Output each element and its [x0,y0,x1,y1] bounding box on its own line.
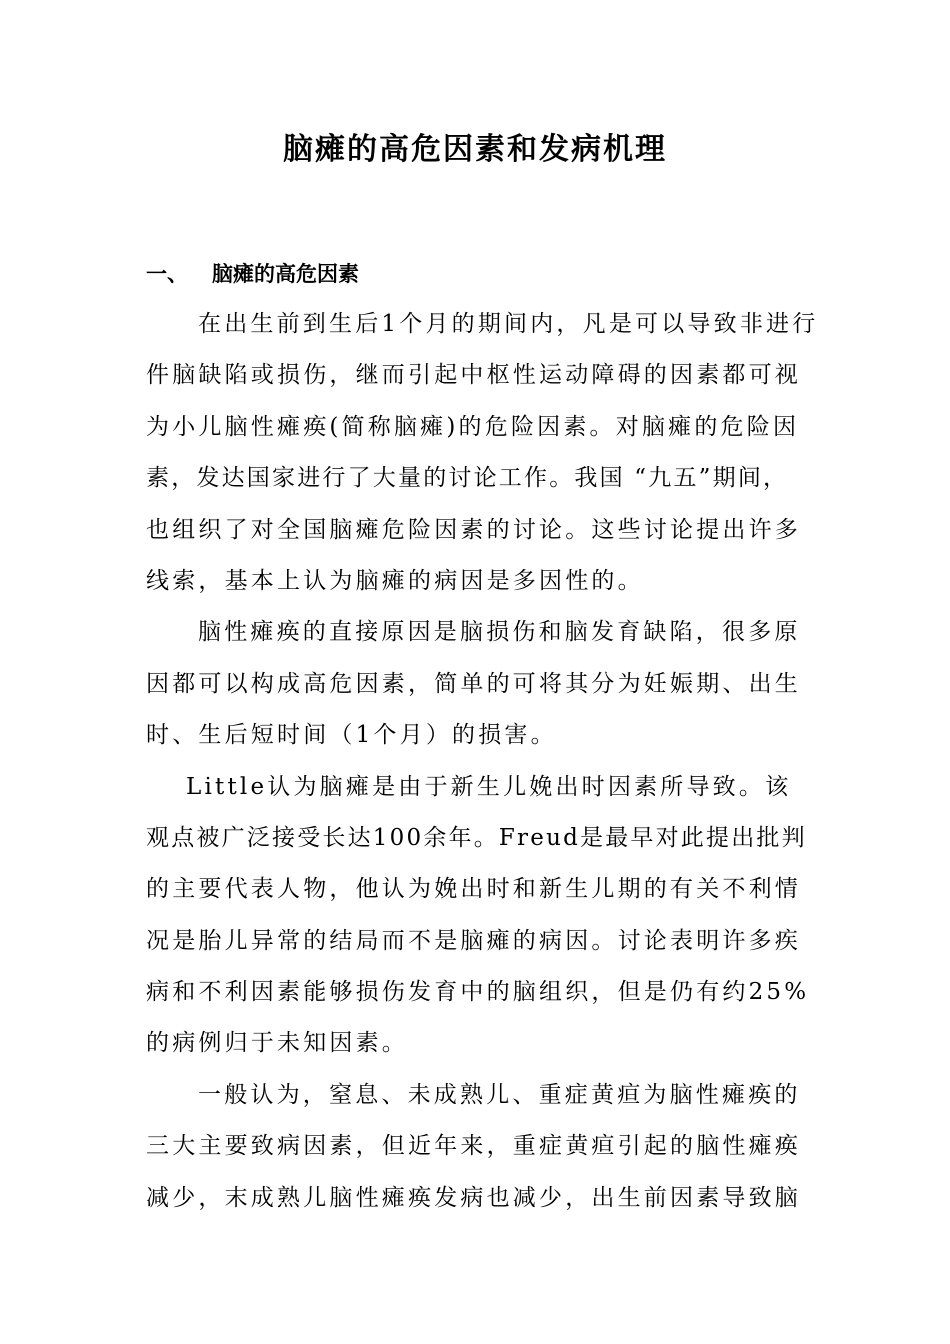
paragraph-line: 也组织了对全国脑瘫危险因素的讨论。这些讨论提出许多 [146,516,801,543]
paragraph-line: 三大主要致病因素，但近年来，重症黄疸引起的脑性瘫痪 [146,1133,801,1160]
section-number: 一、 [146,261,188,286]
paragraph-line: 的病例归于未知因素。 [146,1030,408,1057]
section-heading [146,258,359,290]
paragraph-line: 的主要代表人物，他认为娩出时和新生儿期的有关不利情 [146,876,801,903]
paragraph-line: 在出生前到生后1个月的期间内，凡是可以导致非进行 [198,311,819,337]
document-title: 脑瘫的高危因素和发病机理 [283,132,667,167]
section-title: 脑瘫的高危因素 [212,261,359,286]
paragraph-line: 素，发达国家进行了大量的讨论工作。我国 “九五”期间， [146,465,789,492]
document-body [146,306,819,1231]
paragraph-line: 况是胎儿异常的结局而不是脑瘫的病因。讨论表明许多疾 [146,927,801,954]
paragraph-line: 观点被广泛接受长达100余年。Freud是最早对此提出批判 [146,824,807,851]
paragraph-line: 时、生后短时间（1个月）的损害。 [146,722,557,749]
paragraph-line: 脑性瘫痪的直接原因是脑损伤和脑发育缺陷，很多原 [198,619,801,646]
paragraph-line: 因都可以构成高危因素，简单的可将其分为妊娠期、出生 [146,670,801,697]
paragraph-line: Little认为脑瘫是由于新生儿娩出时因素所导致。该 [186,773,792,800]
paragraph-line: 病和不利因素能够损伤发育中的脑组织，但是仍有约25% [146,979,810,1006]
paragraph-line: 为小儿脑性瘫痪(简称脑瘫)的危险因素。对脑瘫的危险因 [146,413,800,440]
paragraph-line: 减少，末成熟儿脑性瘫痪发病也减少，出生前因素导致脑 [146,1184,801,1211]
paragraph-line: 一般认为，窒息、未成熟儿、重症黄疸为脑性瘫痪的 [198,1081,801,1108]
paragraph-line: 线索，基本上认为脑瘫的病因是多因性的。 [146,567,644,594]
paragraph-line: 件脑缺陷或损伤，继而引起中枢性运动障碍的因素都可视 [146,362,801,389]
